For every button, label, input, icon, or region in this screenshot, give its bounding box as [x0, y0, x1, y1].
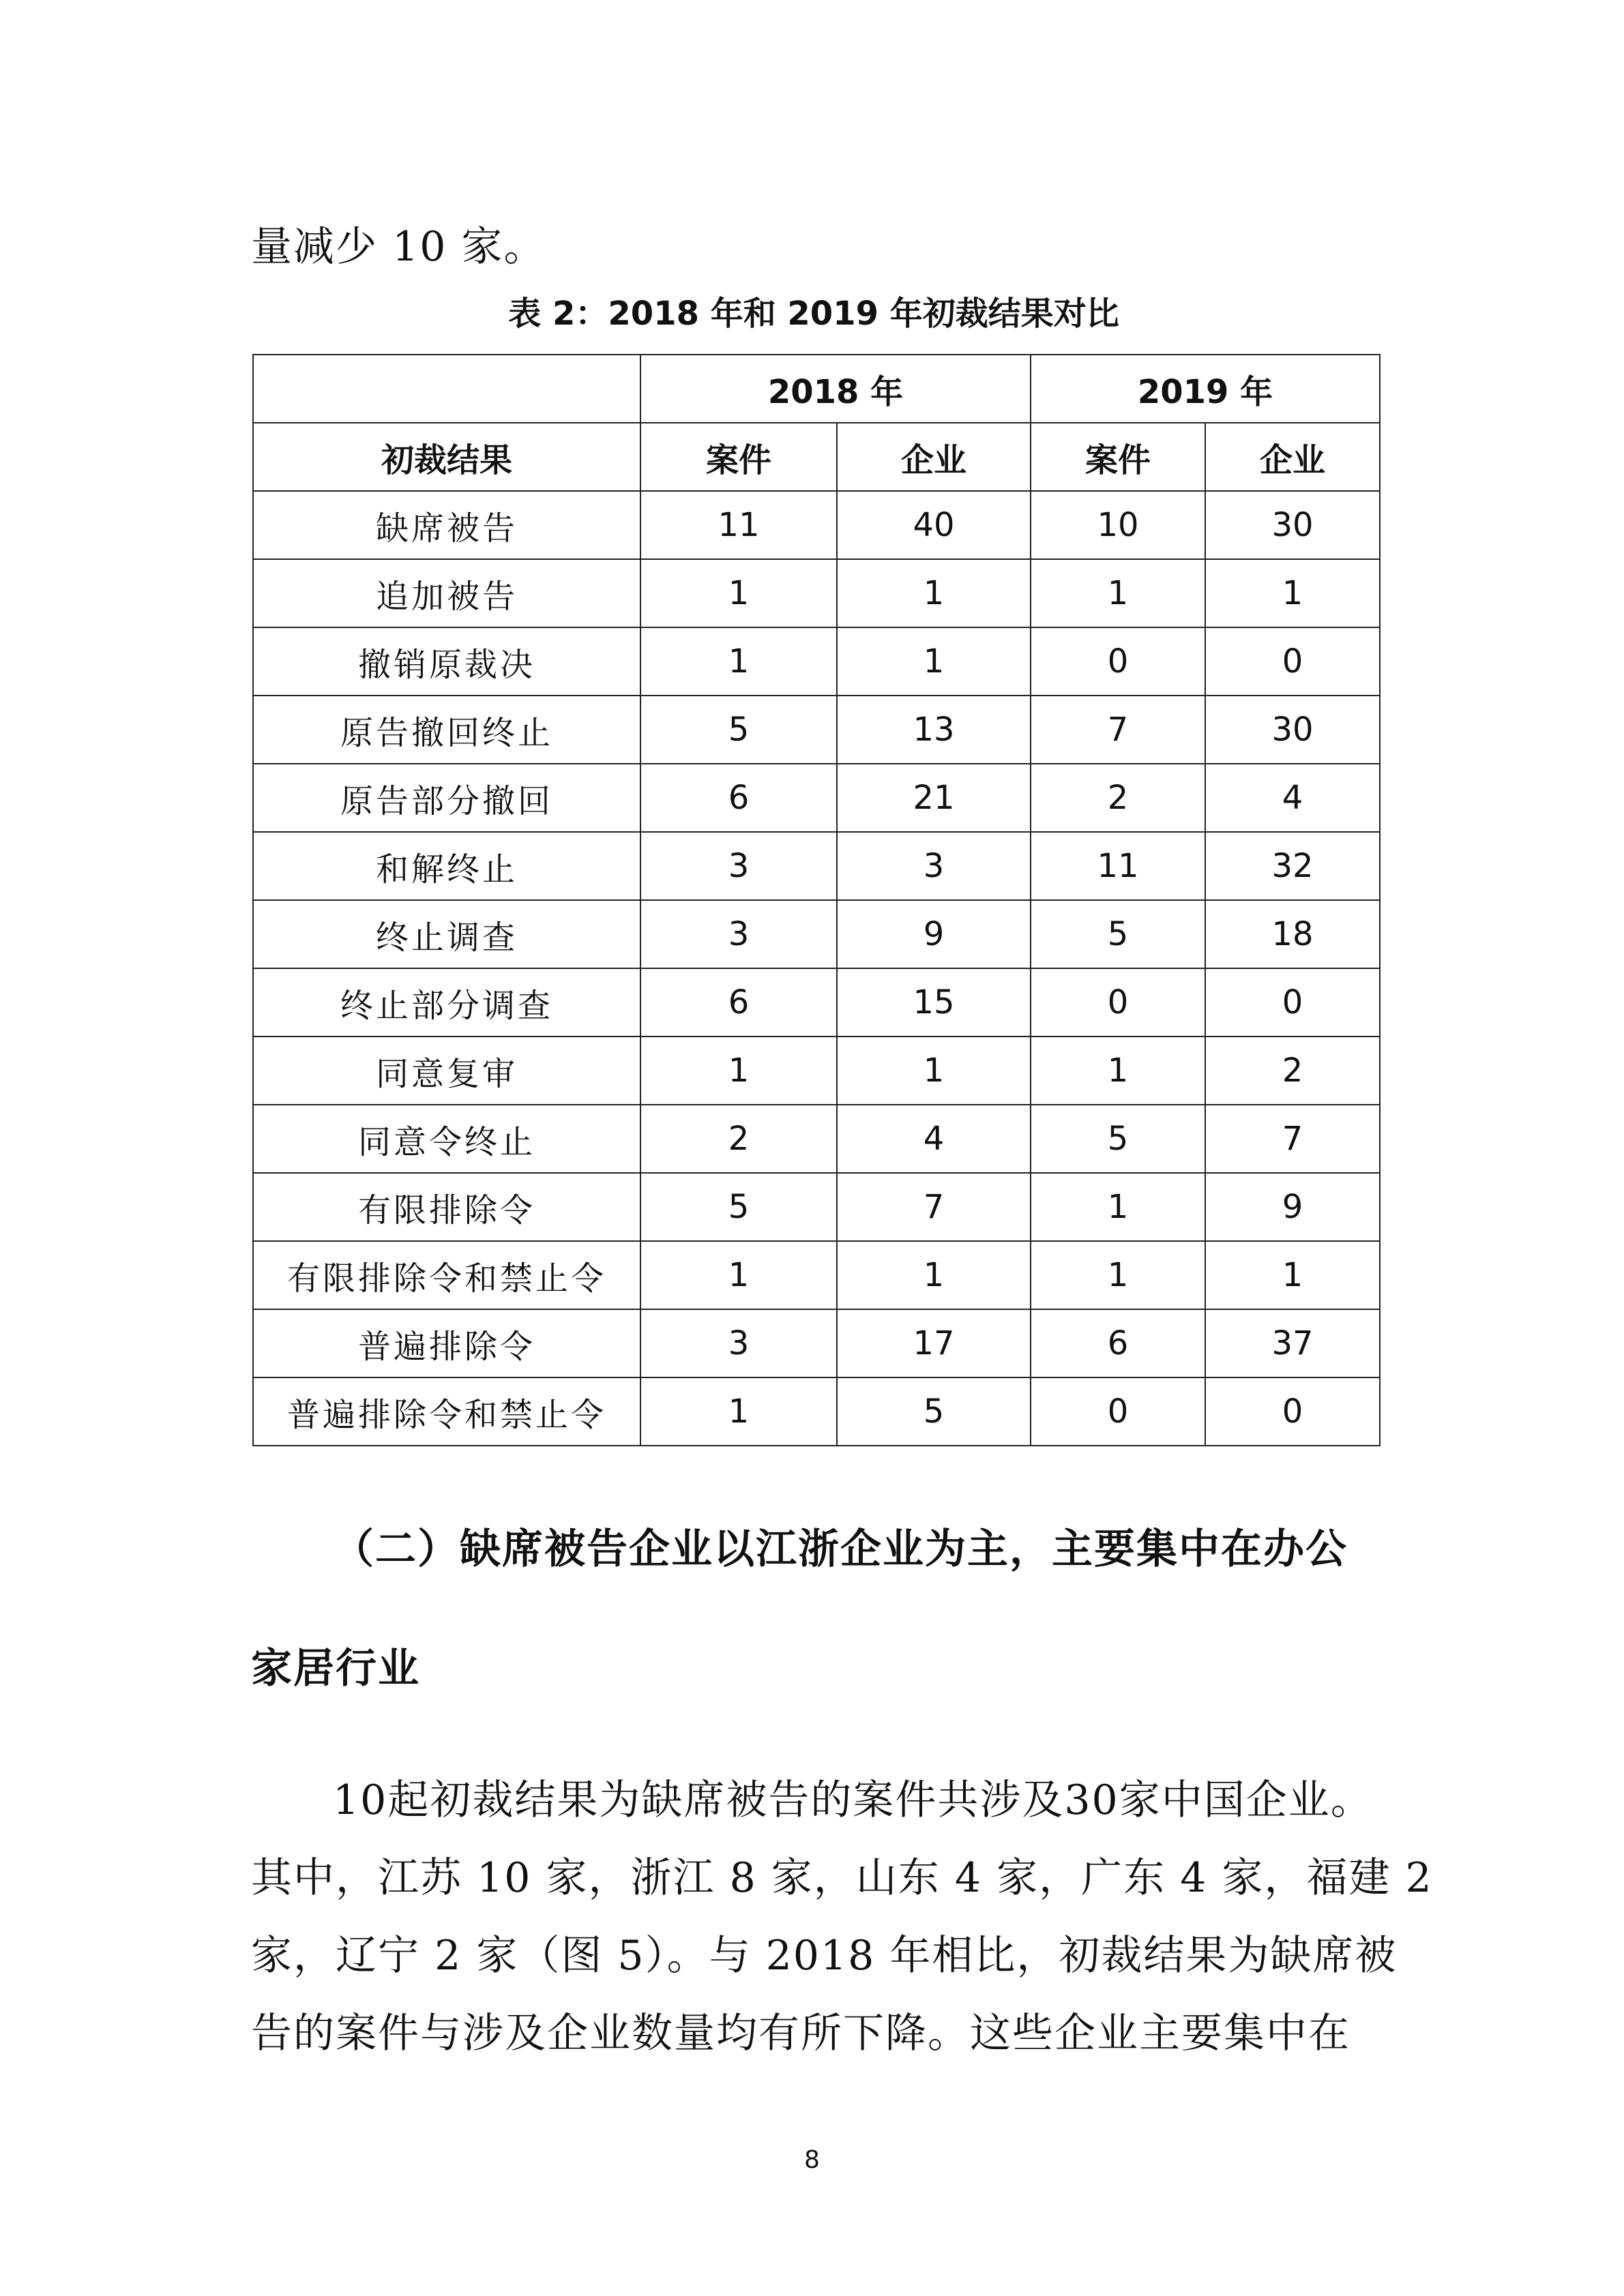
table-row-category: 普遍排除令和禁止令 — [253, 1377, 640, 1446]
table-row-category: 终止调查 — [253, 900, 640, 968]
table-row-category: 缺席被告 — [253, 491, 640, 559]
table-cell-value: 21 — [837, 764, 1031, 832]
table-cell-value: 0 — [1031, 1377, 1205, 1446]
table-cell-value: 2 — [1205, 1037, 1380, 1105]
section-heading-continued: 家居行业 — [251, 1645, 420, 1693]
table-row — [253, 491, 1380, 559]
page-number: 8 — [804, 2146, 820, 2174]
table-row — [253, 832, 1380, 900]
table-cell-value: 1 — [837, 1241, 1031, 1309]
table-cell-value: 3 — [837, 832, 1031, 900]
table-cell-value: 7 — [1031, 696, 1205, 764]
intro-line: 量减少 10 家。 — [251, 223, 546, 271]
table-cell-value: 0 — [1031, 627, 1205, 696]
table-sub-header: 企业 — [837, 423, 1031, 491]
table-cell-value: 1 — [640, 559, 837, 627]
table-cell-value: 1 — [640, 1037, 837, 1105]
table-cell-value: 11 — [640, 491, 837, 559]
table-cell-value: 0 — [1205, 1377, 1380, 1446]
table-row — [253, 627, 1380, 696]
table-row-category: 普遍排除令 — [253, 1309, 640, 1377]
table-caption: 表 2：2018 年和 2019 年初裁结果对比 — [508, 295, 1119, 333]
table-row-category: 和解终止 — [253, 832, 640, 900]
table-sub-header-row — [253, 423, 1380, 491]
table-row-category: 撤销原裁决 — [253, 627, 640, 696]
table-row — [253, 559, 1380, 627]
table-row — [253, 900, 1380, 968]
table-row — [253, 1241, 1380, 1309]
table-cell-value: 1 — [1031, 1037, 1205, 1105]
table-row — [253, 1377, 1380, 1446]
table-year-header-row — [253, 355, 1380, 423]
table-cell-value: 2 — [1031, 764, 1205, 832]
table-cell-value: 0 — [1205, 968, 1380, 1037]
table-cell-value: 30 — [1205, 696, 1380, 764]
table-cell-value: 1 — [1031, 1173, 1205, 1241]
table-cell-value: 0 — [1205, 627, 1380, 696]
table-cell-value: 1 — [640, 1241, 837, 1309]
table-cell-value: 5 — [837, 1377, 1031, 1446]
table-cell-value: 13 — [837, 696, 1031, 764]
table-cell-value: 10 — [1031, 491, 1205, 559]
paragraph-line: 告的案件与涉及企业数量均有所下降。这些企业主要集中在 — [251, 2010, 1350, 2057]
table-row — [253, 1309, 1380, 1377]
table-cell-value: 1 — [837, 559, 1031, 627]
table-row-category: 有限排除令和禁止令 — [253, 1241, 640, 1309]
table-body — [253, 491, 1380, 1446]
table-cell-value: 6 — [640, 764, 837, 832]
paragraph-line: 家，辽宁 2 家（图 5）。与 2018 年相比，初裁结果为缺席被 — [251, 1932, 1398, 1980]
table-cell-value: 11 — [1031, 832, 1205, 900]
table-row — [253, 696, 1380, 764]
table-cell-value: 37 — [1205, 1309, 1380, 1377]
table-cell-value: 1 — [1031, 1241, 1205, 1309]
table-sub-header: 案件 — [1031, 423, 1205, 491]
table-row-category: 终止部分调查 — [253, 968, 640, 1037]
table-cell-value: 6 — [640, 968, 837, 1037]
table-cell-value: 1 — [837, 1037, 1031, 1105]
table-cell-value: 3 — [640, 900, 837, 968]
table-empty-corner — [253, 355, 640, 423]
paragraph-line: 其中，江苏 10 家，浙江 8 家，山东 4 家，广东 4 家，福建 2 — [251, 1854, 1433, 1902]
table-cell-value: 5 — [1031, 900, 1205, 968]
table-row — [253, 1173, 1380, 1241]
table-sub-header: 案件 — [640, 423, 837, 491]
table-cell-value: 15 — [837, 968, 1031, 1037]
table-row — [253, 968, 1380, 1037]
table-row-category: 同意复审 — [253, 1037, 640, 1105]
table-cell-value: 7 — [1205, 1105, 1380, 1173]
table-row — [253, 1037, 1380, 1105]
table-cell-value: 3 — [640, 1309, 837, 1377]
table-cell-value: 1 — [1205, 1241, 1380, 1309]
table-cell-value: 5 — [640, 1173, 837, 1241]
table-cell-value: 2 — [640, 1105, 837, 1173]
table-row-category: 原告部分撤回 — [253, 764, 640, 832]
table-cell-value: 4 — [837, 1105, 1031, 1173]
results-table — [252, 354, 1381, 1446]
table-row-category: 原告撤回终止 — [253, 696, 640, 764]
table-row-category: 有限排除令 — [253, 1173, 640, 1241]
table-year-header: 2019 年 — [1031, 355, 1380, 423]
table-cell-value: 18 — [1205, 900, 1380, 968]
table-cell-value: 9 — [1205, 1173, 1380, 1241]
table-row-category: 同意令终止 — [253, 1105, 640, 1173]
table-cell-value: 40 — [837, 491, 1031, 559]
table-cell-value: 7 — [837, 1173, 1031, 1241]
table-cell-value: 1 — [640, 1377, 837, 1446]
table-cell-value: 0 — [1031, 968, 1205, 1037]
table-cell-value: 30 — [1205, 491, 1380, 559]
table-row-category: 追加被告 — [253, 559, 640, 627]
paragraph-line: 10起初裁结果为缺席被告的案件共涉及30家中国企业。 — [333, 1776, 1373, 1824]
table-category-header: 初裁结果 — [253, 423, 640, 491]
table-row — [253, 1105, 1380, 1173]
table-year-header: 2018 年 — [640, 355, 1031, 423]
table-cell-value: 1 — [1205, 559, 1380, 627]
table-cell-value: 9 — [837, 900, 1031, 968]
table-cell-value: 32 — [1205, 832, 1380, 900]
table-cell-value: 4 — [1205, 764, 1380, 832]
table-cell-value: 6 — [1031, 1309, 1205, 1377]
section-heading: （二）缺席被告企业以江浙企业为主，主要集中在办公 — [333, 1525, 1348, 1573]
table-cell-value: 17 — [837, 1309, 1031, 1377]
table-cell-value: 1 — [837, 627, 1031, 696]
table-sub-header: 企业 — [1205, 423, 1380, 491]
table-cell-value: 3 — [640, 832, 837, 900]
table-cell-value: 5 — [1031, 1105, 1205, 1173]
table-cell-value: 5 — [640, 696, 837, 764]
table-row — [253, 764, 1380, 832]
table-cell-value: 1 — [640, 627, 837, 696]
table-cell-value: 1 — [1031, 559, 1205, 627]
